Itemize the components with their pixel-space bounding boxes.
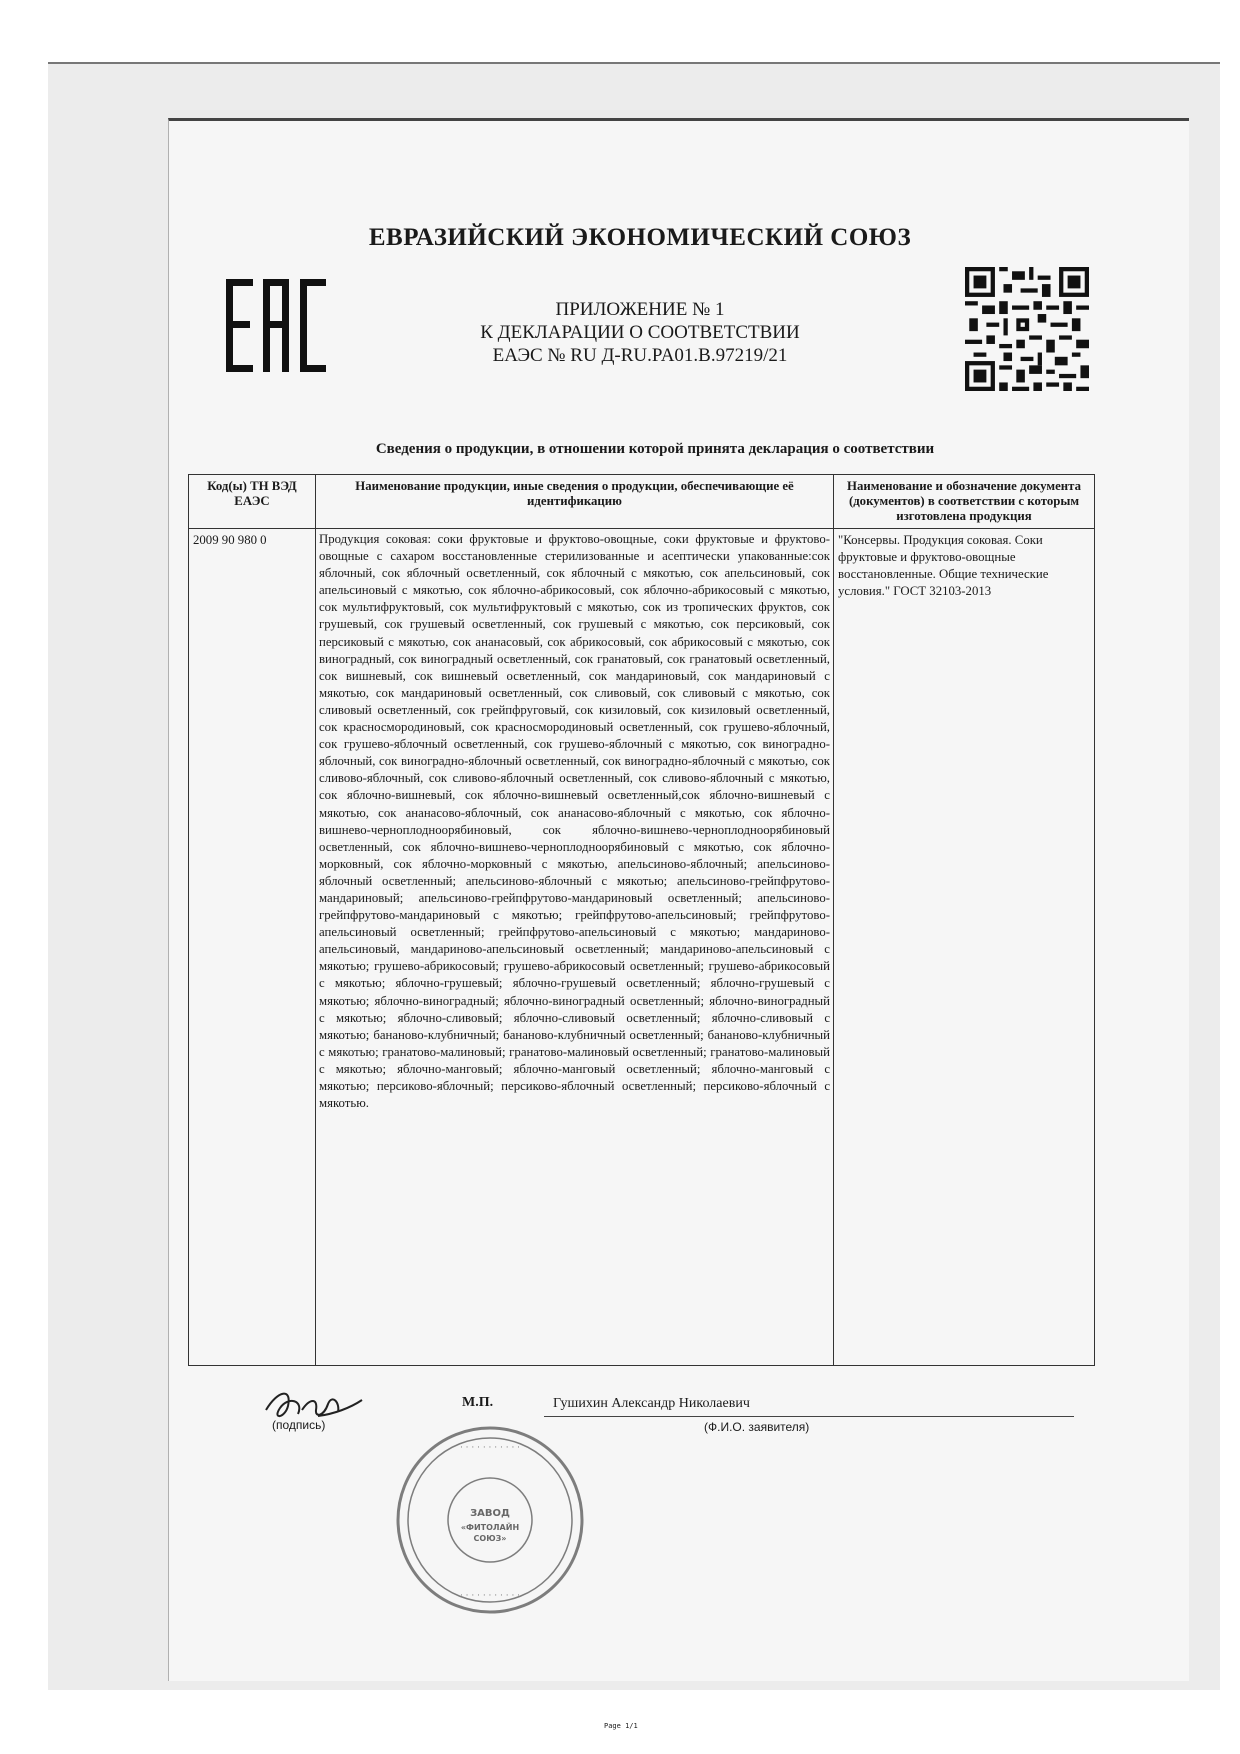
cell-code: 2009 90 980 0 [189,529,316,1366]
eac-logo [226,279,326,372]
svg-text:СОЮЗ»: СОЮЗ» [473,1534,507,1543]
signature-line [544,1416,1074,1417]
header-name: Наименование продукции, иные сведения о продукции, обеспечивающие её идентификацию [316,475,834,529]
qr-code-icon [965,267,1089,391]
header-docs: Наименование и обозначение документа (документов) в соответствии с которым изготовлена продукция [834,475,1095,529]
table-row [189,529,1095,1366]
header-code: Код(ы) ТН ВЭД ЕАЭС [189,475,316,529]
signature-caption: (подпись) [272,1418,326,1432]
company-seal [390,1420,590,1620]
page-number: Page 1/1 [604,1722,638,1730]
appendix-line-2: К ДЕКЛАРАЦИИ О СООТВЕТСТВИИ [480,322,800,343]
stamp-place-label: М.П. [462,1395,494,1410]
appendix-title [430,298,850,367]
union-title: ЕВРАЗИЙСКИЙ ЭКОНОМИЧЕСКИЙ СОЮЗ [368,224,912,251]
product-table [188,474,1095,1366]
table-caption: Сведения о продукции, в отношении которой принята декларация о соответствии [375,441,935,457]
appendix-line-1: ПРИЛОЖЕНИЕ № 1 [555,299,725,320]
fio-caption: (Ф.И.О. заявителя) [704,1420,810,1434]
signer-name: Гушихин Александр Николаевич [553,1396,750,1411]
svg-text:· · · · · · · · · · ·: · · · · · · · · · · · [459,1591,521,1601]
declaration-number: ЕАЭС № RU Д-RU.PA01.B.97219/21 [492,345,788,366]
svg-text:· · · · · · · · · · ·: · · · · · · · · · · · [459,1443,521,1453]
cell-docs: "Консервы. Продукция соковая. Соки фруктовые и фруктово-овощные восстановленные. Общие технические условия." ГОСТ 32103-2013 [834,529,1095,1366]
svg-text:«ФИТОЛАЙН: «ФИТОЛАЙН [460,1523,520,1532]
svg-text:ЗАВОД: ЗАВОД [470,1508,510,1519]
table-header-row [189,475,1095,529]
cell-description: Продукция соковая: соки фруктовые и фруктово-овощные, соки фруктовые и фруктово-овощные с сахаром восстановленные стерилизованные и асептически упакованные:сок яблочный, сок яблочный осветленный, сок яблочный с мякотью, сок апельсиновый, сок апельсиновый с мякотью, сок яблочно-абрикосовый, сок яблочно-абрикосовый с мякотью, сок мультифруктовый, сок мультифруктовый с мякотью, сок из тропических фруктов, сок грушевый, сок грушевый осветленный, сок грушевый с мякотью, сок персиковый, сок персиковый с мякотью, сок ананасовый, сок абрикосовый, сок абрикосовый с мякотью, сок виноградный, сок виноградный осветленный, сок гранатовый, сок гранатовый осветленный, сок вишневый, сок вишневый осветленный, сок мандариновый, сок мандариновый с мякотью, сок мандариновый осветленный, сок сливовый, сок сливовый с мякотью, сок сливовый осветленный, сок грейпфруговый, сок кизиловый, сок кизиловый осветленный, сок красносмородиновый, сок красносмородиновый осветленный, сок грушево-яблочный, сок грушево-яблочный осветленный, сок грушево-яблочный с мякотью, сок виноградно-яблочный, сок виноградно-яблочный осветленный, сок виноградно-яблочный с мякотью, сок сливово-яблочный, сок сливово-яблочный осветленный, сок сливово-яблочный с мякотью, сок яблочно-вишневый, сок яблочно-вишневый осветленный,сок яблочно-вишневый с мякотью, сок ананасово-яблочный, сок ананасово-яблочный с мякотью, сок яблочно-вишнево-черноплодноорябиновый, сок яблочно-вишнево-черноплодноорябиновый осветленный, сок яблочно-вишнево-черноплодноорябиновый с мякотью, сок яблочно-морковный, сок яблочно-морковный с мякотью, апельсиново-яблочный; апельсиново-яблочный осветленный; апельсиново-яблочный с мякотью; апельсиново-грейпфрутово-мандариновый; апельсиново-грейпфрутово-мандариновый осветленный; апельсиново-грейпфрутово-мандариновый с мякотью; грейпфрутово-апельсиновый; грейпфрутово-апельсиновый осветленный; грейпфрутово-апельсиновый с мякотью; мандариново-апельсиновый, мандариново-апельсиновый осветленный; мандариново-апельсиновый с мякотью; грушево-абрикосовый; грушево-абрикосовый осветленный; грушево-абрикосовый с мякотью; яблочно-грушевый; яблочно-грушевый осветленный; яблочно-грушевый с мякотью; яблочно-виноградный; яблочно-виноградный осветленный; яблочно-виноградный с мякотью; яблочно-сливовый; яблочно-сливовый осветленный; яблочно-сливовый с мякотью; бананово-клубничный; бананово-клубничный осветленный; бананово-клубничный с мякотью; гранатово-малиновый; гранатово-малиновый осветленный; гранатово-малиновый с мякотью; яблочно-манговый; яблочно-манговый осветленный; яблочно-манговый с мякотью; персиково-яблочный; персиково-яблочный осветленный; персиково-яблочный с мякотью. [316,529,834,1366]
